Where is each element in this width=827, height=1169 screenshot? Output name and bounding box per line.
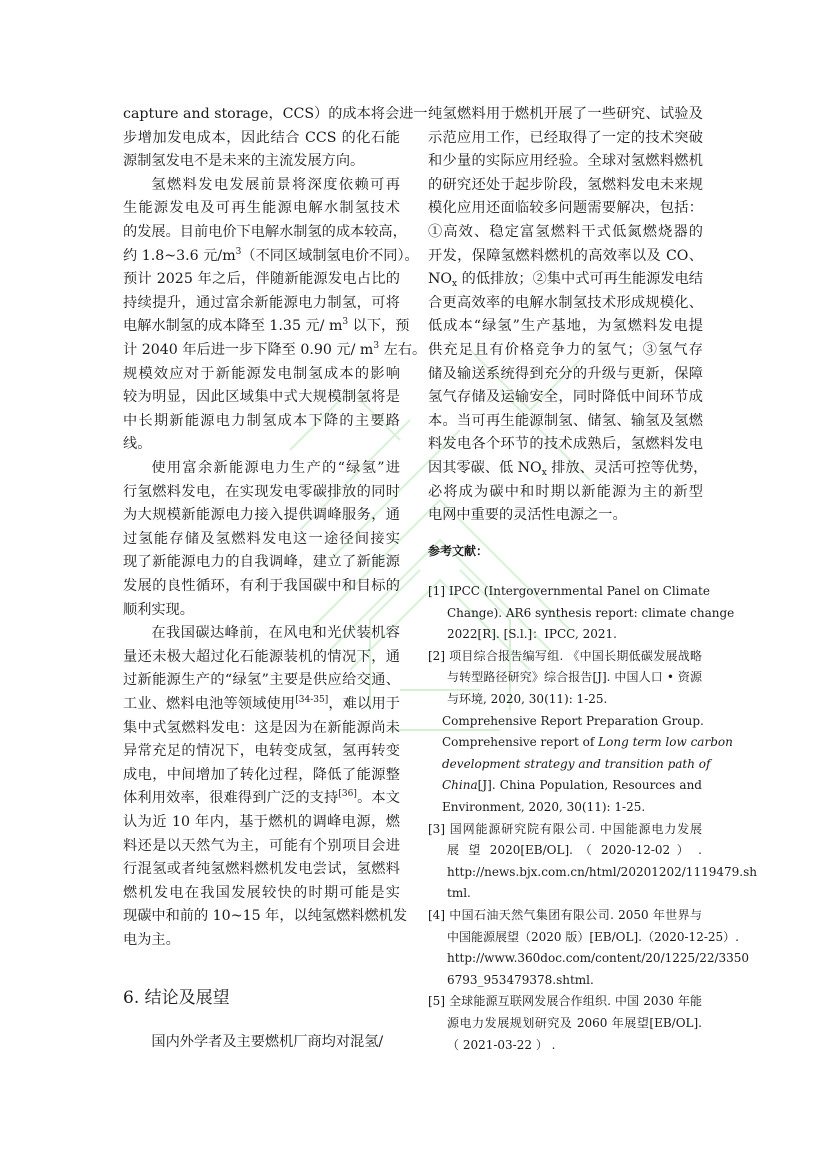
text-line: 氢燃料发电发展前景将深度依赖可再 — [151, 176, 400, 193]
text-line — [123, 245, 419, 267]
text-line: 持续提升，通过富余新能源电力制氢，可将 — [123, 294, 400, 311]
reference-line: 源电力发展规划研究及 2060 年展望[EB/OL]. — [447, 1016, 702, 1030]
text-line — [123, 339, 427, 361]
italic-text: China — [442, 778, 478, 793]
text-line: 行混氢或者纯氢燃料燃机发电尝试，氢燃料 — [123, 861, 400, 878]
text-line: 氢气存储及运输安全，同时降低中间环节成 — [428, 389, 703, 406]
text-line: 为大规模新能源电力接入提供调峰服务，通 — [123, 507, 400, 524]
text-line: 过氢能存储及氢燃料发电这一途径间接实 — [123, 530, 400, 547]
text-line: 料发电各个环节的技术成熟后，氢燃料发电 — [428, 436, 703, 453]
text-line: 较为明显，因此区域集中式大规模制氢将是 — [123, 389, 400, 406]
text-line: 量还未极大超过化石能源装机的情况下，通 — [123, 648, 400, 665]
text-segment: 以下，预 — [348, 318, 410, 335]
reference-line: http://news.bjx.com.cn/html/20201202/1119479.sh — [447, 864, 757, 879]
text-segment: 排放、灵活可控等优势， — [546, 460, 708, 476]
text-line: 纯氢燃料用于燃机开展了一些研究、试验及 — [428, 106, 703, 122]
reference-line: 中国能源展望（2020 版）[EB/OL].（2020-12-25）. — [447, 929, 739, 944]
text-segment: 约 1.8~3.6 元/m — [123, 247, 236, 264]
reference-line — [442, 754, 711, 774]
text-line: 源制氢发电不是未来的主流发展方向。 — [123, 153, 365, 170]
reference-entry: [2] 项目综合报告编写组. 《中国长期低碳发展战略 — [428, 648, 702, 663]
text-line: ①高效、稳定富氢燃料干式低氮燃烧器的 — [428, 224, 703, 240]
reference-line: http://www.360doc.com/content/20/1225/22/3350 — [447, 951, 750, 966]
text-segment: 电解水制氢的成本降至 1.35 元/ m — [123, 318, 343, 335]
reference-entry: Comprehensive Report Preparation Group. — [442, 713, 704, 728]
text-line: 发展的良性循环，有利于我国碳中和目标的 — [123, 578, 400, 594]
section-heading: 6. 结论及展望 — [123, 988, 230, 1008]
italic-text: development strategy and transition path of — [442, 756, 711, 771]
text-segment: Comprehensive report of — [442, 735, 599, 750]
text-line: 必将成为碳中和时期以新能源为主的新型 — [428, 483, 703, 500]
references-heading: 参考文献： — [428, 544, 489, 558]
text-line: 电为主。 — [123, 932, 180, 948]
subscript: x — [541, 468, 547, 478]
text-line: 国内外学者及主要燃机厂商均对混氢/ — [151, 1034, 384, 1050]
text-line: 料还是以天然气为主，可能有个别项目会进 — [123, 837, 400, 854]
reference-line: 展 望 2020[EB/OL]. （ 2020-12-02 ） . — [447, 843, 702, 858]
text-line: capture and storage，CCS）的成本将会进一 — [123, 106, 428, 122]
text-segment: [J]. China Population, Resources and — [477, 778, 702, 793]
text-segment: NO — [428, 271, 453, 288]
citation-superscript: 3 — [342, 317, 349, 328]
text-segment: （不同区域制氢电价不同）。 — [241, 247, 419, 264]
reference-line: （ 2021-03-22 ） . — [447, 1037, 556, 1052]
text-segment: 体利用效率，很难得到广泛的支持 — [123, 790, 339, 807]
reference-line: Environment, 2020, 30(11): 1-25. — [442, 800, 646, 814]
text-line: 线。 — [123, 436, 152, 453]
text-segment: ，难以用于 — [328, 696, 400, 712]
text-line: 电网中重要的灵活性电源之一。 — [428, 507, 627, 524]
text-line: 认为近 10 年内，基于燃机的调峰电源，燃 — [123, 814, 400, 830]
text-line: 异常充足的情况下，电转变成氢，氢再转变 — [123, 743, 400, 760]
text-line: 使用富余新能源电力生产的“绿氢”进 — [151, 460, 400, 476]
text-line: 和少量的实际应用经验。全球对氢燃料燃机 — [428, 153, 703, 170]
reference-line: 与环境, 2020, 30(11): 1-25. — [447, 692, 608, 706]
text-segment: 。本文 — [356, 790, 400, 807]
text-line: 行氢燃料发电，在实现发电零碳排放的同时 — [123, 483, 400, 500]
text-line — [123, 693, 400, 715]
text-line: 的发展。目前电价下电解水制氢的成本较高， — [123, 224, 407, 240]
text-line: 燃机发电在我国发展较快的时期可能是实 — [123, 884, 400, 901]
text-line: 供充足且有价格竞争力的氢气；③氢气存 — [428, 342, 703, 358]
text-line: 开发，保障氢燃料燃机的高效率以及 CO、 — [428, 247, 703, 264]
italic-text: Long term low carbon — [598, 735, 733, 750]
text-line: 生能源发电及可再生能源电解水制氢技术 — [123, 200, 400, 217]
reference-entry: [3] 国网能源研究院有限公司. 中国能源电力发展 — [428, 821, 702, 836]
text-segment: 的低排放；②集中式可再生能源发电结 — [457, 271, 703, 288]
text-line: 规模效应对于新能源发电制氢成本的影响 — [123, 365, 400, 382]
reference-entry: [4] 中国石油天然气集团有限公司. 2050 年世界与 — [428, 908, 702, 922]
text-segment: 计 2040 年后进一步下降至 0.90 元/ m — [123, 342, 374, 358]
text-line: 示范应用工作，已经取得了一定的技术突破 — [428, 129, 703, 146]
citation-superscript: [34-35] — [295, 695, 329, 705]
text-line: 集中式氢燃料发电：这是因为在新能源尚未 — [123, 719, 400, 736]
text-segment: 左右。 — [379, 342, 427, 358]
text-segment: 工业、燃料电池等领域使用 — [123, 696, 296, 712]
text-line — [123, 315, 410, 337]
text-line: 成电，中间增加了转化过程，降低了能源整 — [123, 766, 400, 783]
reference-line: 6793_953479378.shtml. — [447, 972, 594, 987]
reference-entry: [1] IPCC (Intergovernmental Panel on Climate — [428, 584, 710, 598]
reference-line: Change). AR6 synthesis report: climate change — [447, 605, 735, 620]
text-line: 模化应用还面临较多问题需要解决，包括： — [428, 200, 703, 217]
reference-line — [442, 775, 702, 795]
text-line — [123, 787, 400, 809]
text-line: 预计 2025 年之后，伴随新能源发电占比的 — [123, 271, 400, 288]
text-segment: 因其零碳、低 NO — [428, 460, 542, 476]
reference-line — [442, 732, 733, 752]
text-line: 过新能源生产的“绿氢”主要是供应给交通、 — [123, 672, 400, 689]
text-line — [428, 268, 703, 290]
citation-superscript: 3 — [373, 341, 380, 351]
reference-line: 与转型路径研究》综合报告[J]. 中国人口 • 资源 — [447, 670, 702, 685]
text-line: 现了新能源电力的自我调峰，建立了新能源 — [123, 554, 400, 571]
text-line: 顺利实现。 — [123, 601, 194, 618]
text-line: 步增加发电成本，因此结合 CCS 的化石能 — [123, 129, 400, 146]
reference-line: tml. — [447, 886, 471, 901]
text-line: 合更高效率的电解水制氢技术形成规模化、 — [428, 294, 703, 311]
text-line — [428, 457, 708, 479]
reference-entry: [5] 全球能源互联网发展合作组织. 中国 2030 年能 — [428, 994, 702, 1009]
text-line: 的研究还处于起步阶段，氢燃料发电未来规 — [428, 176, 703, 193]
text-line: 储及输送系统得到充分的升级与更新，保障 — [428, 365, 703, 382]
text-line: 现碳中和前的 10~15 年，以纯氢燃料燃机发 — [123, 908, 408, 925]
citation-superscript: [36] — [338, 789, 357, 800]
subscript: x — [452, 279, 458, 290]
text-line: 中长期新能源电力制氢成本下降的主要路 — [123, 412, 400, 429]
reference-line: 2022[R]. [S.l.]：IPCC, 2021. — [447, 627, 617, 642]
text-line: 低成本“绿氢”生产基地，为氢燃料发电提 — [428, 318, 703, 335]
citation-superscript: 3 — [235, 246, 242, 257]
text-line: 在我国碳达峰前，在风电和光伏装机容 — [151, 625, 400, 642]
text-line: 本。当可再生能源制氢、储氢、输氢及氢燃 — [428, 412, 703, 429]
